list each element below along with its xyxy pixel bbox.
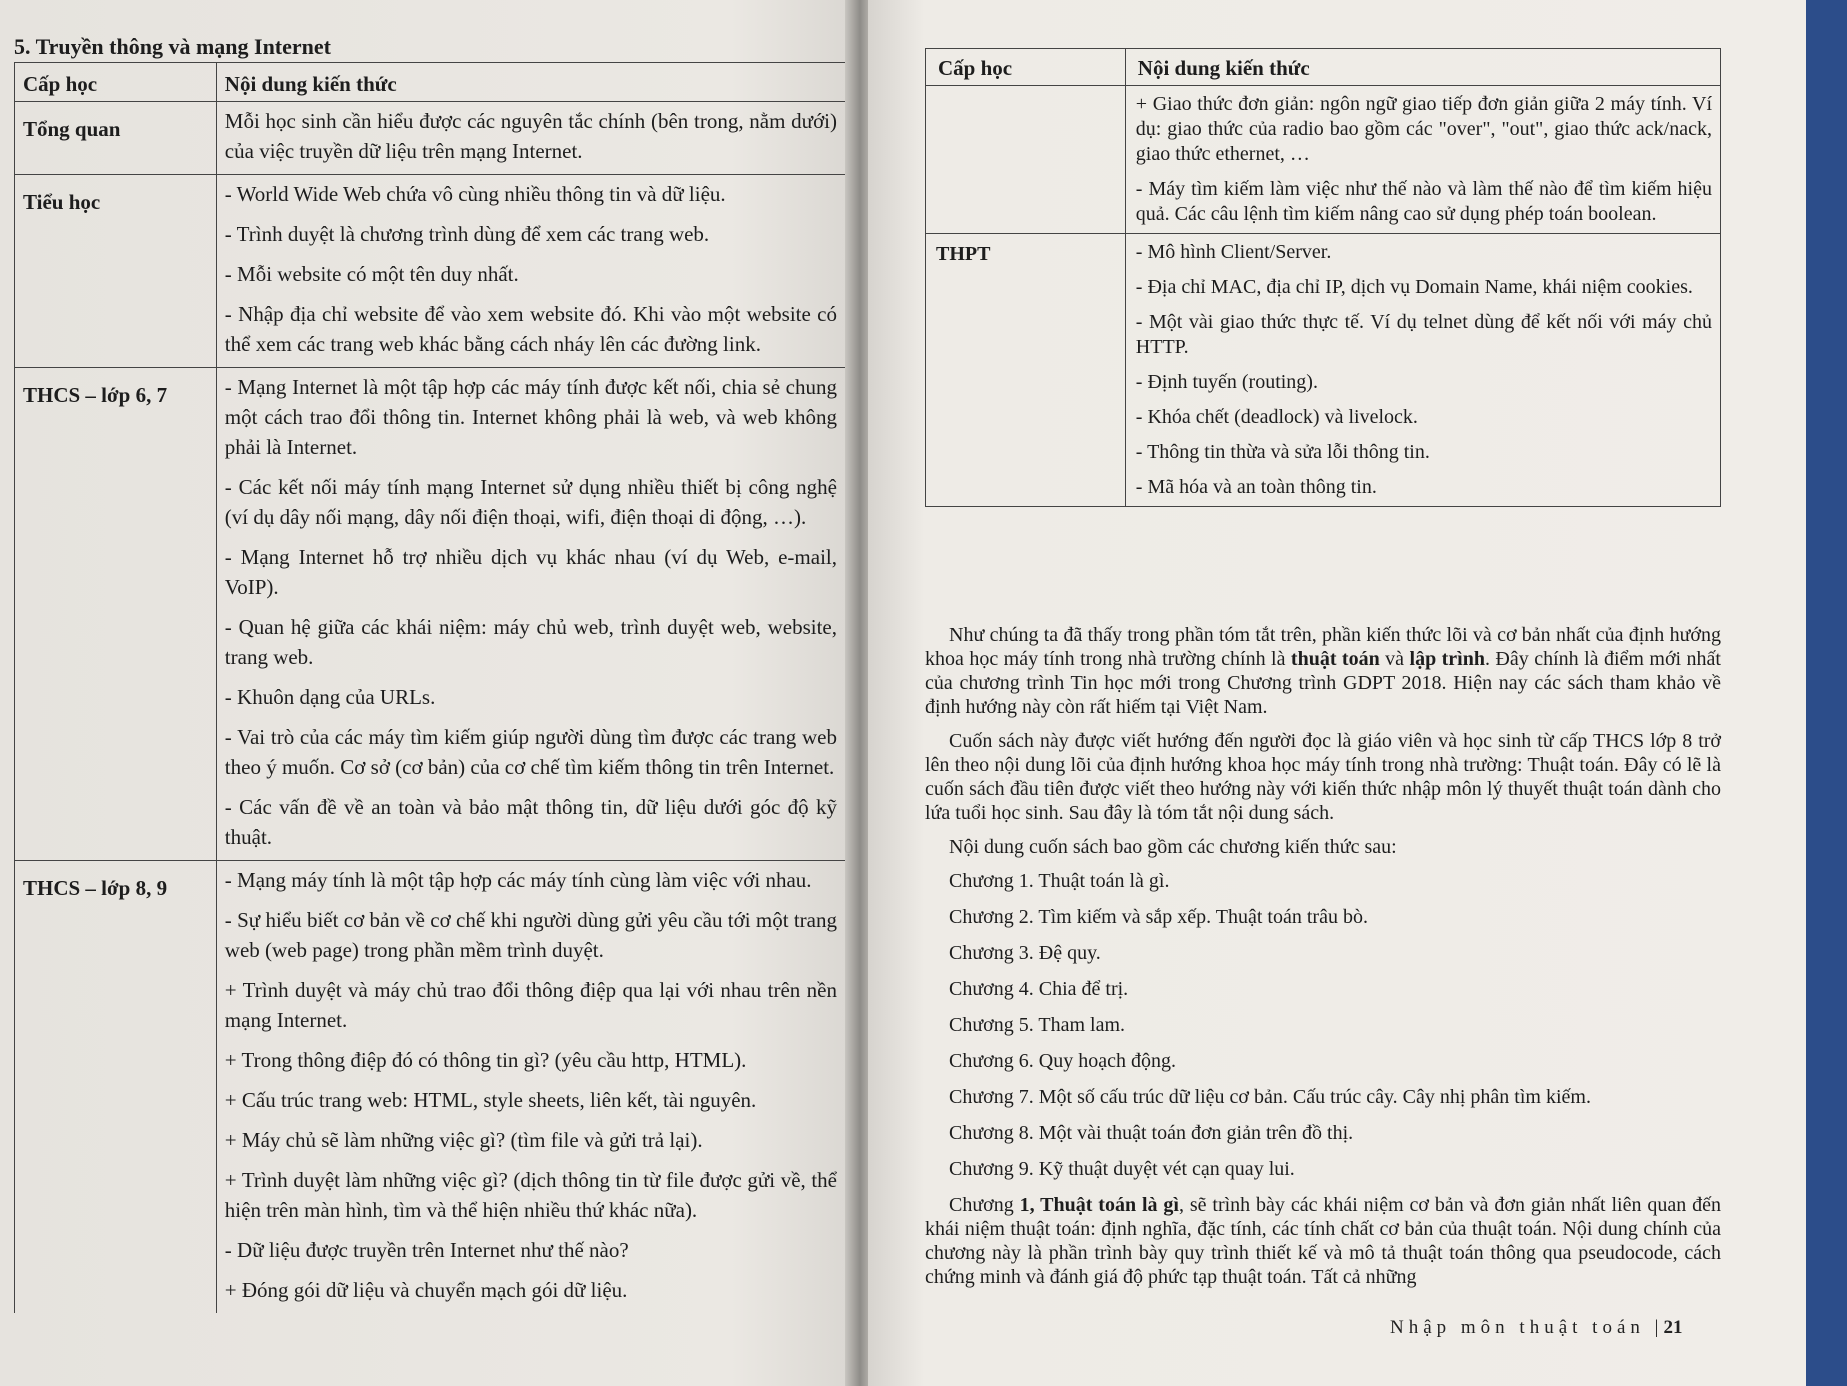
knowledge-table-right [925, 48, 1721, 507]
content-item: - Dữ liệu được truyền trên Internet như thế nào? [224, 1238, 629, 1262]
content-cell [216, 861, 845, 1314]
text-run: Như chúng ta đã thấy trong phần tóm tắt trên, phần kiến thức lõi và cơ bản nhất của định hướng khoa học máy tính trong nhà trường chính là [925, 624, 1721, 670]
text-run: Chương [949, 1194, 1020, 1216]
table-row [926, 234, 1721, 507]
content-item: - Các kết nối máy tính mạng Internet sử dụng nhiều thiết bị công nghệ (ví dụ dây nối mạng, dây nối điện thoại, wifi, điện thoại di động, …). [224, 475, 837, 529]
running-title: Nhập môn thuật toán [1390, 1317, 1645, 1338]
chapter-item: Chương 4. Chia để trị. [949, 978, 1129, 1000]
content-item: - Định tuyến (routing). [1135, 371, 1318, 393]
level-cell [926, 86, 1126, 234]
content-item: - Một vài giao thức thực tế. Ví dụ telnet dùng để kết nối với máy chủ HTTP. [1135, 311, 1712, 358]
content-item: + Máy chủ sẽ làm những việc gì? (tìm file và gửi trả lại). [224, 1128, 703, 1152]
text-run: . Đây chính là điểm mới nhất của chương trình Tin học mới trong Chương trình GDPT 2018. Hiện nay các sách tham khảo về định hướng này còn rất hiếm tại Việt Nam. [925, 648, 1721, 718]
level-cell: THCS – lớp 8, 9 [15, 861, 217, 1314]
content-item: + Giao thức đơn giản: ngôn ngữ giao tiếp đơn giản giữa 2 máy tính. Ví dụ: giao thức của radio bao gồm các "over", "out", giao thức ack/nack, giao thức ethernet, … [1135, 93, 1712, 165]
header-level: Cấp học [926, 49, 1126, 86]
chapter-item: Chương 8. Một vài thuật toán đơn giản trên đồ thị. [949, 1122, 1354, 1144]
table-row [15, 102, 846, 175]
content-cell [216, 368, 845, 861]
left-page [0, 0, 860, 1386]
chapter-item: Chương 6. Quy hoạch động. [949, 1050, 1176, 1072]
content-item: + Trong thông điệp đó có thông tin gì? (yêu cầu http, HTML). [224, 1048, 747, 1072]
content-item: - Khuôn dạng của URLs. [224, 685, 436, 709]
content-item: - Nhập địa chỉ website để vào xem website đó. Khi vào một website có thể xem các trang web khác bằng cách nháy lên các đường link. [224, 302, 837, 356]
content-item: + Đóng gói dữ liệu và chuyển mạch gói dữ liệu. [224, 1278, 628, 1302]
content-item: - Khóa chết (deadlock) và livelock. [1135, 406, 1418, 428]
content-item: - Các vấn đề về an toàn và bảo mật thông tin, dữ liệu dưới góc độ kỹ thuật. [224, 795, 837, 849]
bold-term: lập trình [1409, 648, 1485, 670]
chapter-item: Chương 1. Thuật toán là gì. [949, 870, 1170, 892]
content-item: - World Wide Web chứa vô cùng nhiều thông tin và dữ liệu. [224, 182, 726, 206]
content-item: - Mỗi website có một tên duy nhất. [224, 262, 519, 286]
table-header-row [15, 63, 846, 102]
content-item: - Sự hiểu biết cơ bản về cơ chế khi người dùng gửi yêu cầu tới một trang web (web page) trong phần mềm trình duyệt. [224, 908, 837, 962]
content-cell [216, 102, 845, 175]
content-item: + Cấu trúc trang web: HTML, style sheets, liên kết, tài nguyên. [224, 1088, 757, 1112]
page-number: 21 [1663, 1317, 1683, 1338]
bold-term: thuật toán [1290, 648, 1380, 670]
content-item: - Mô hình Client/Server. [1135, 241, 1332, 263]
content-cell [216, 175, 845, 368]
level-cell: THPT [926, 234, 1126, 507]
chapter-item: Chương 2. Tìm kiếm và sắp xếp. Thuật toán trâu bò. [949, 906, 1368, 928]
level-cell: THCS – lớp 6, 7 [15, 368, 217, 861]
content-item: - Thông tin thừa và sửa lỗi thông tin. [1135, 441, 1430, 463]
chapter-item: Chương 9. Kỹ thuật duyệt vét cạn quay lui. [949, 1158, 1295, 1180]
table-row [15, 175, 846, 368]
table-row [15, 861, 846, 1314]
footer-separator: | [1654, 1317, 1664, 1338]
content-cell [1125, 86, 1720, 234]
paragraph-contents-intro: Nội dung cuốn sách bao gồm các chương kiến thức sau: [949, 836, 1397, 858]
content-item: - Máy tìm kiếm làm việc như thế nào và làm thế nào để tìm kiếm hiệu quả. Các câu lệnh tìm kiếm nâng cao sử dụng phép toán boolean. [1135, 178, 1712, 225]
level-cell: Tổng quan [15, 102, 217, 175]
header-content: Nội dung kiến thức [216, 63, 845, 102]
table-row [926, 86, 1721, 234]
text-run: và [1379, 648, 1410, 670]
page-footer [1390, 1317, 1682, 1339]
chapter-item: Chương 7. Một số cấu trúc dữ liệu cơ bản. Cấu trúc cây. Cây nhị phân tìm kiếm. [949, 1086, 1591, 1108]
paragraph-summary [925, 623, 1721, 719]
section-title: 5. Truyền thông và mạng Internet [14, 34, 331, 59]
header-content: Nội dung kiến thức [1125, 49, 1720, 86]
table-row [15, 368, 846, 861]
paragraph-chapter1 [925, 1193, 1721, 1289]
content-item: + Trình duyệt và máy chủ trao đổi thông điệp qua lại với nhau trên nền mạng Internet. [224, 978, 837, 1032]
content-item: + Trình duyệt làm những việc gì? (dịch thông tin từ file được gửi về, thể hiện trên màn hình, tìm và thể hiện nhiều thứ khác nữa). [224, 1168, 837, 1222]
content-item: - Trình duyệt là chương trình dùng để xem các trang web. [224, 222, 710, 246]
background-edge [1806, 0, 1847, 1386]
content-item: - Địa chỉ MAC, địa chỉ IP, dịch vụ Domain Name, khái niệm cookies. [1135, 276, 1693, 298]
paragraph-audience: Cuốn sách này được viết hướng đến người đọc là giáo viên và học sinh từ cấp THCS lớp 8 trở lên theo nội dung lõi của định hướng khoa học máy tính trong nhà trường: Thuật toán. Đây có lẽ là cuốn sách đầu tiên được viết theo hướng này với kiến thức nhập môn lý thuyết thuật toán dành cho lứa tuổi học sinh. Sau đây là tóm tắt nội dung sách. [925, 730, 1721, 824]
content-item: - Quan hệ giữa các khái niệm: máy chủ web, trình duyệt web, website, trang web. [224, 615, 837, 669]
knowledge-table-left [14, 62, 846, 1313]
body-text [925, 623, 1721, 1299]
chapter-item: Chương 3. Đệ quy. [949, 942, 1101, 964]
header-level: Cấp học [15, 63, 217, 102]
chapter-item: Chương 5. Tham lam. [949, 1014, 1126, 1036]
content-item: - Mạng máy tính là một tập hợp các máy tính cùng làm việc với nhau. [224, 868, 812, 892]
bold-term: 1, Thuật toán là gì [1019, 1194, 1179, 1216]
content-cell [1125, 234, 1720, 507]
content-item: - Mạng Internet hỗ trợ nhiều dịch vụ khác nhau (ví dụ Web, e-mail, VoIP). [224, 545, 837, 599]
text-run: , sẽ trình bày các khái niệm cơ bản và đơn giản nhất liên quan đến khái niệm thuật toán: định nghĩa, đặc tính, các tính chất cơ bản của thuật toán. Nội dung chính của chương này là phần trình bày quy trình thiết kế và mô tả thuật toán thông qua pseudocode, cách chứng minh và đánh giá độ phức tạp thuật toán. Tất cả những [925, 1194, 1721, 1288]
table-header-row [926, 49, 1721, 86]
content-item: - Mạng Internet là một tập hợp các máy tính được kết nối, chia sẻ chung một cách trao đổi thông tin. Internet không phải là web, và web không phải là Internet. [224, 375, 837, 459]
level-cell: Tiểu học [15, 175, 217, 368]
content-item: - Mã hóa và an toàn thông tin. [1135, 476, 1377, 498]
content-item: - Vai trò của các máy tìm kiếm giúp người dùng tìm được các trang web theo ý muốn. Cơ sở (cơ bản) của cơ chế tìm kiếm thông tin trên Internet. [224, 725, 837, 779]
content-item: Mỗi học sinh cần hiểu được các nguyên tắc chính (bên trong, nằm dưới) của việc truyền dữ liệu trên mạng Internet. [224, 109, 837, 163]
